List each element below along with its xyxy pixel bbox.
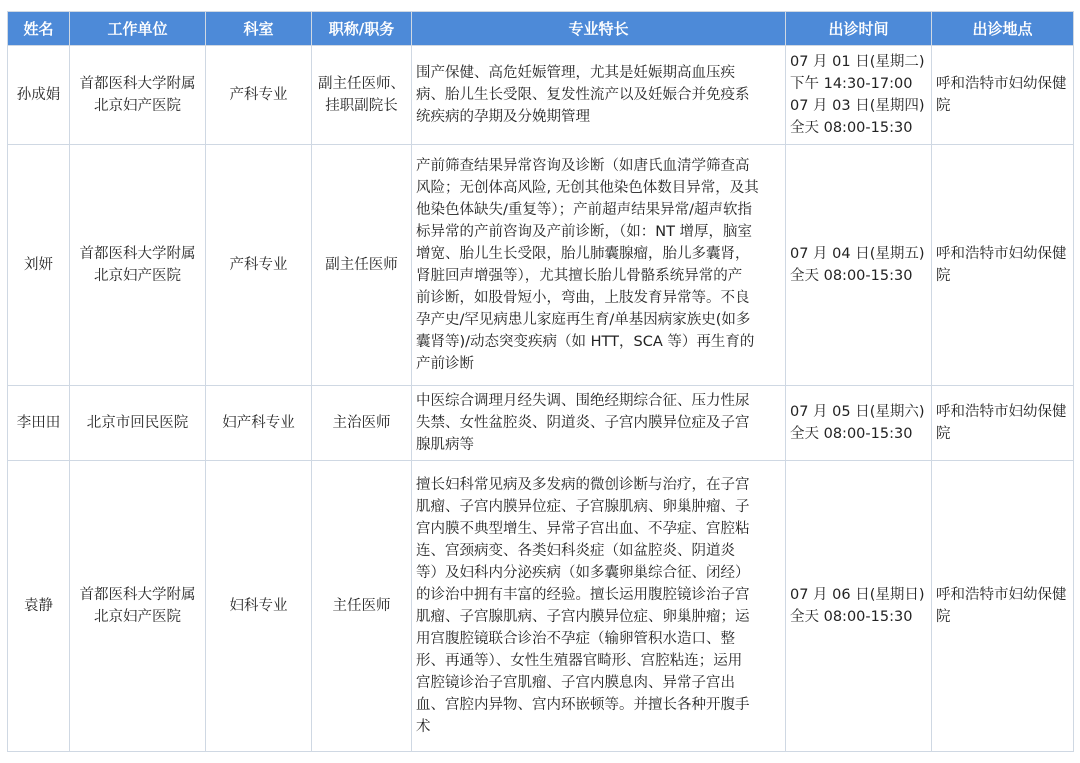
department: 产科专业 (206, 46, 312, 145)
clinic-place (932, 46, 1074, 145)
specialty-line: 腺肌病等 (416, 437, 474, 453)
specialty-line: 标异常的产前咨询及产前诊断，（如：NT 增厚，脑室 (416, 224, 753, 240)
work-unit (70, 386, 206, 461)
header-specialty: 专业特长 (412, 12, 786, 46)
clinic-place (932, 145, 1074, 386)
clinic-time-line: 07 月 04 日(星期五) (790, 246, 925, 262)
clinic-time (786, 386, 932, 461)
job-title (312, 386, 412, 461)
specialty-line: 血、宫腔内异物、宫内环嵌顿等。并擅长各种开腹手 (416, 697, 750, 713)
specialty (412, 145, 786, 386)
specialty (412, 46, 786, 145)
job-title-line: 主治医师 (332, 415, 391, 431)
specialty-line: 宫腔镜诊治子宫肌瘤、子宫内膜息肉、异常子宫出 (416, 675, 735, 691)
clinic-place (932, 386, 1074, 461)
clinic-time-line: 全天 08:00-15:30 (790, 268, 913, 284)
clinic-place-line: 呼和浩特市妇幼保健 (936, 587, 1067, 603)
job-title-line: 副主任医师 (325, 257, 398, 273)
specialty-line: 用宫腹腔镜联合诊治不孕症（输卵管积水造口、整 (416, 631, 735, 647)
specialty-line: 肌瘤、子宫内膜异位症、子宫腺肌病、卵巢肿瘤、子 (416, 499, 750, 515)
specialty-line: 统疾病的孕期及分娩期管理 (416, 109, 590, 125)
specialty-line: 形、再通等）、女性生殖器官畸形、宫腔粘连；运用 (416, 653, 743, 669)
clinic-place (932, 461, 1074, 752)
clinic-time-line: 全天 08:00-15:30 (790, 120, 913, 136)
header-place: 出诊地点 (932, 12, 1074, 46)
header-time: 出诊时间 (786, 12, 932, 46)
department: 妇产科专业 (206, 386, 312, 461)
work-unit-line: 首都医科大学附属 (79, 76, 196, 92)
clinic-place-line: 院 (936, 426, 951, 442)
header-name: 姓名 (8, 12, 70, 46)
doctor-name: 孙成娟 (8, 46, 70, 145)
clinic-place-line: 院 (936, 98, 951, 114)
clinic-time-line: 07 月 03 日(星期四) (790, 98, 925, 114)
work-unit-line: 北京妇产医院 (94, 98, 181, 114)
specialty-line: 产前筛查结果异常咨询及诊断（如唐氏血清学筛查高 (416, 158, 750, 174)
specialty-line: 失禁、女性盆腔炎、阴道炎、子宫内膜异位症及子宫 (416, 415, 750, 431)
specialty-line: 术 (416, 719, 431, 735)
job-title-line: 主任医师 (332, 598, 391, 614)
specialty-line: 等）及妇科内分泌疾病（如多囊卵巢综合征、闭经） (416, 565, 750, 581)
doctor-name: 李田田 (8, 386, 70, 461)
specialty-line: 产前诊断 (416, 356, 474, 372)
table-row (8, 461, 1074, 752)
specialty-line: 病、胎儿生长受限、复发性流产以及妊娠合并免疫系 (416, 87, 750, 103)
clinic-place-line: 呼和浩特市妇幼保健 (936, 404, 1067, 420)
work-unit-line: 首都医科大学附属 (79, 587, 196, 603)
clinic-place-line: 呼和浩特市妇幼保健 (936, 76, 1067, 92)
work-unit (70, 46, 206, 145)
clinic-time-line: 全天 08:00-15:30 (790, 609, 913, 625)
doctor-name: 袁静 (8, 461, 70, 752)
doctor-name: 刘妍 (8, 145, 70, 386)
specialty (412, 461, 786, 752)
clinic-time (786, 46, 932, 145)
header-title: 职称/职务 (312, 12, 412, 46)
specialty-line: 的诊治中拥有丰富的经验。擅长运用腹腔镜诊治子宫 (416, 587, 750, 603)
schedule-table (7, 11, 1074, 752)
specialty-line: 连、宫颈病变、各类妇科炎症（如盆腔炎、阴道炎 (416, 543, 735, 559)
header-unit: 工作单位 (70, 12, 206, 46)
clinic-time-line: 全天 08:00-15:30 (790, 426, 913, 442)
specialty-line: 风险；无创体高风险, 无创其他染色体数目异常，及其 (416, 180, 759, 196)
clinic-time-line: 07 月 05 日(星期六) (790, 404, 925, 420)
work-unit-line: 北京妇产医院 (94, 268, 181, 284)
work-unit-line: 北京市回民医院 (86, 415, 189, 431)
work-unit (70, 145, 206, 386)
specialty-line: 擅长妇科常见病及多发病的微创诊断与治疗，在子宫 (416, 477, 750, 493)
clinic-time (786, 461, 932, 752)
table-row (8, 46, 1074, 145)
specialty-line: 囊肾等)/动态突变疾病（如 HTT，SCA 等）再生育的 (416, 334, 755, 350)
clinic-time-line: 07 月 06 日(星期日) (790, 587, 925, 603)
header-dept: 科室 (206, 12, 312, 46)
clinic-place-line: 院 (936, 609, 951, 625)
clinic-place-line: 院 (936, 268, 951, 284)
job-title (312, 461, 412, 752)
table-row (8, 145, 1074, 386)
clinic-time-line: 下午 14:30-17:00 (790, 76, 913, 92)
specialty (412, 386, 786, 461)
department: 妇科专业 (206, 461, 312, 752)
clinic-time (786, 145, 932, 386)
work-unit (70, 461, 206, 752)
specialty-line: 宫内膜不典型增生、异常子宫出血、不孕症、宫腔粘 (416, 521, 750, 537)
work-unit-line: 首都医科大学附属 (79, 246, 196, 262)
specialty-line: 围产保健、高危妊娠管理，尤其是妊娠期高血压疾 (416, 65, 735, 81)
work-unit-line: 北京妇产医院 (94, 609, 181, 625)
specialty-line: 增宽、胎儿生长受限，胎儿肺囊腺瘤，胎儿多囊肾， (416, 246, 750, 262)
table-header-row (8, 12, 1074, 46)
specialty-line: 前诊断，如股骨短小，弯曲，上肢发育异常等。不良 (416, 290, 750, 306)
clinic-place-line: 呼和浩特市妇幼保健 (936, 246, 1067, 262)
specialty-line: 他染色体缺失/重复等）；产前超声结果异常/超声软指 (416, 202, 753, 218)
job-title-line: 挂职副院长 (325, 98, 398, 114)
specialty-line: 孕产史/罕见病患儿家庭再生育/单基因病家族史(如多 (416, 312, 751, 328)
job-title (312, 46, 412, 145)
clinic-time-line: 07 月 01 日(星期二) (790, 54, 925, 70)
table-row (8, 386, 1074, 461)
specialty-line: 肌瘤、子宫腺肌病、子宫内膜异位症、卵巢肿瘤；运 (416, 609, 750, 625)
specialty-line: 中医综合调理月经失调、围绝经期综合征、压力性尿 (416, 393, 750, 409)
specialty-line: 肾脏回声增强等），尤其擅长胎儿骨骼系统异常的产 (416, 268, 743, 284)
job-title-line: 副主任医师、 (318, 76, 405, 92)
job-title (312, 145, 412, 386)
department: 产科专业 (206, 145, 312, 386)
